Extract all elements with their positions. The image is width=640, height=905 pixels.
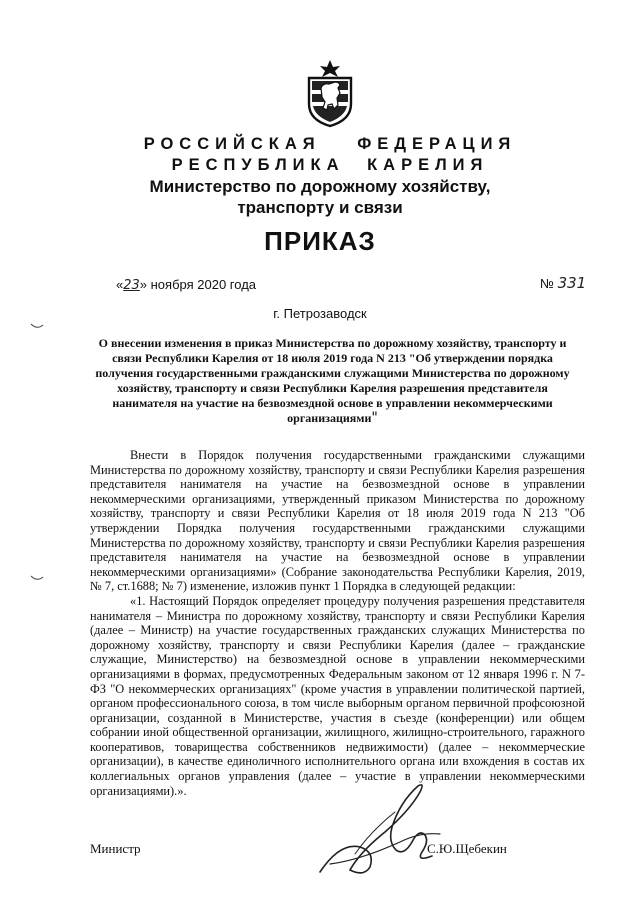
republic-title: РЕСПУБЛИКА КАРЕЛИЯ — [171, 156, 489, 174]
subject-closing-mark: " — [371, 410, 378, 426]
order-date — [116, 277, 256, 293]
number-label: № — [540, 276, 558, 291]
number-handwritten: 331 — [557, 274, 587, 292]
signer-title: Министр — [90, 841, 141, 856]
karelia-coat-of-arms-icon — [303, 58, 357, 128]
ministry-line-2: транспорту и связи — [237, 198, 403, 217]
margin-mark-top — [30, 322, 44, 330]
date-close-quote: » — [139, 277, 148, 292]
order-subject-text: О внесении изменения в приказ Министерства по дорожному хозяйству, транспорту и связи Республики Карелия от 18 июля 2019 года N 213 "Об утверждении порядка получения государственными гражданскими служащими Министерства по дорожному хозяйству, транспорту и связи Республики Карелия разрешения представителя нанимателя на участие на безвозмездной основе в управлении некоммерческими организациями — [95, 336, 570, 425]
margin-mark-bottom — [30, 574, 44, 582]
order-number — [540, 274, 586, 292]
body-paragraph-1: Внести в Порядок получения государственными гражданскими служащими Министерства по дорожному хозяйству, транспорту и связи Республики Карелия разрешения представителя нанимателя на участие на безвозмездной основе в управлении некоммерческими организациями, утвержденный приказом Министерства по дорожному хозяйству, транспорту и связи Республики Карелия от 18 июля 2019 года N 213 "Об утверждении Порядка получения государственными гражданскими служащими Министерства по дорожному хозяйству, транспорту и связи Республики Карелия разрешения представителя нанимателя на участие на безвозмездной основе в управлении некоммерческими организациями» (Собрание законодательства Республики Карелия, 2019, № 7, ст.1688; № 7) изменение, изложив пункт 1 Порядка в следующей редакции: — [90, 448, 585, 594]
document-type-title: ПРИКАЗ — [264, 226, 376, 256]
handwritten-signature — [300, 772, 450, 882]
city: г. Петрозаводск — [273, 306, 367, 321]
date-month-year: ноября 2020 года — [147, 277, 257, 292]
ministry-line-1: Министерство по дорожному хозяйству, — [149, 177, 491, 196]
country-title: РОССИЙСКАЯ ФЕДЕРАЦИЯ — [143, 135, 517, 153]
body-paragraph-2: «1. Настоящий Порядок определяет процедуру получения разрешения представителя нанимателя – Министра по дорожному хозяйству, транспорту и связи Республики Карелия (далее – Министр) на участие государственных гражданских служащих Министерства по дорожному хозяйству, транспорту и связи Республики Карелия (далее – гражданские служащие, Министерство) на безвозмездной основе в управлении некоммерческими организациями в формах, предусмотренных Федеральным законом от 12 января 1996 г. N 7-ФЗ "О некоммерческих организациях" (кроме участия в управлении политической партией, органом профессионального союза, в том числе выборным органом первичной профсоюзной организации, созданной в Министерстве, участия в съезде (конференции) или общем собрании иной общественной организации, жилищного, жилищно-строительного, гаражного кооперативов, товарищества собственников недвижимости) (далее – некоммерческие организации), в качестве единоличного исполнительного органа или вхождения в состав их коллегиальных органов управления (далее – участие в управлении некоммерческими организациями).». — [90, 593, 585, 798]
date-day-handwritten: 23 — [123, 278, 140, 293]
order-subject — [95, 336, 570, 426]
signer-name: С.Ю.Щебекин — [427, 841, 507, 856]
date-open-quote: « — [116, 277, 124, 292]
order-body — [90, 448, 585, 798]
